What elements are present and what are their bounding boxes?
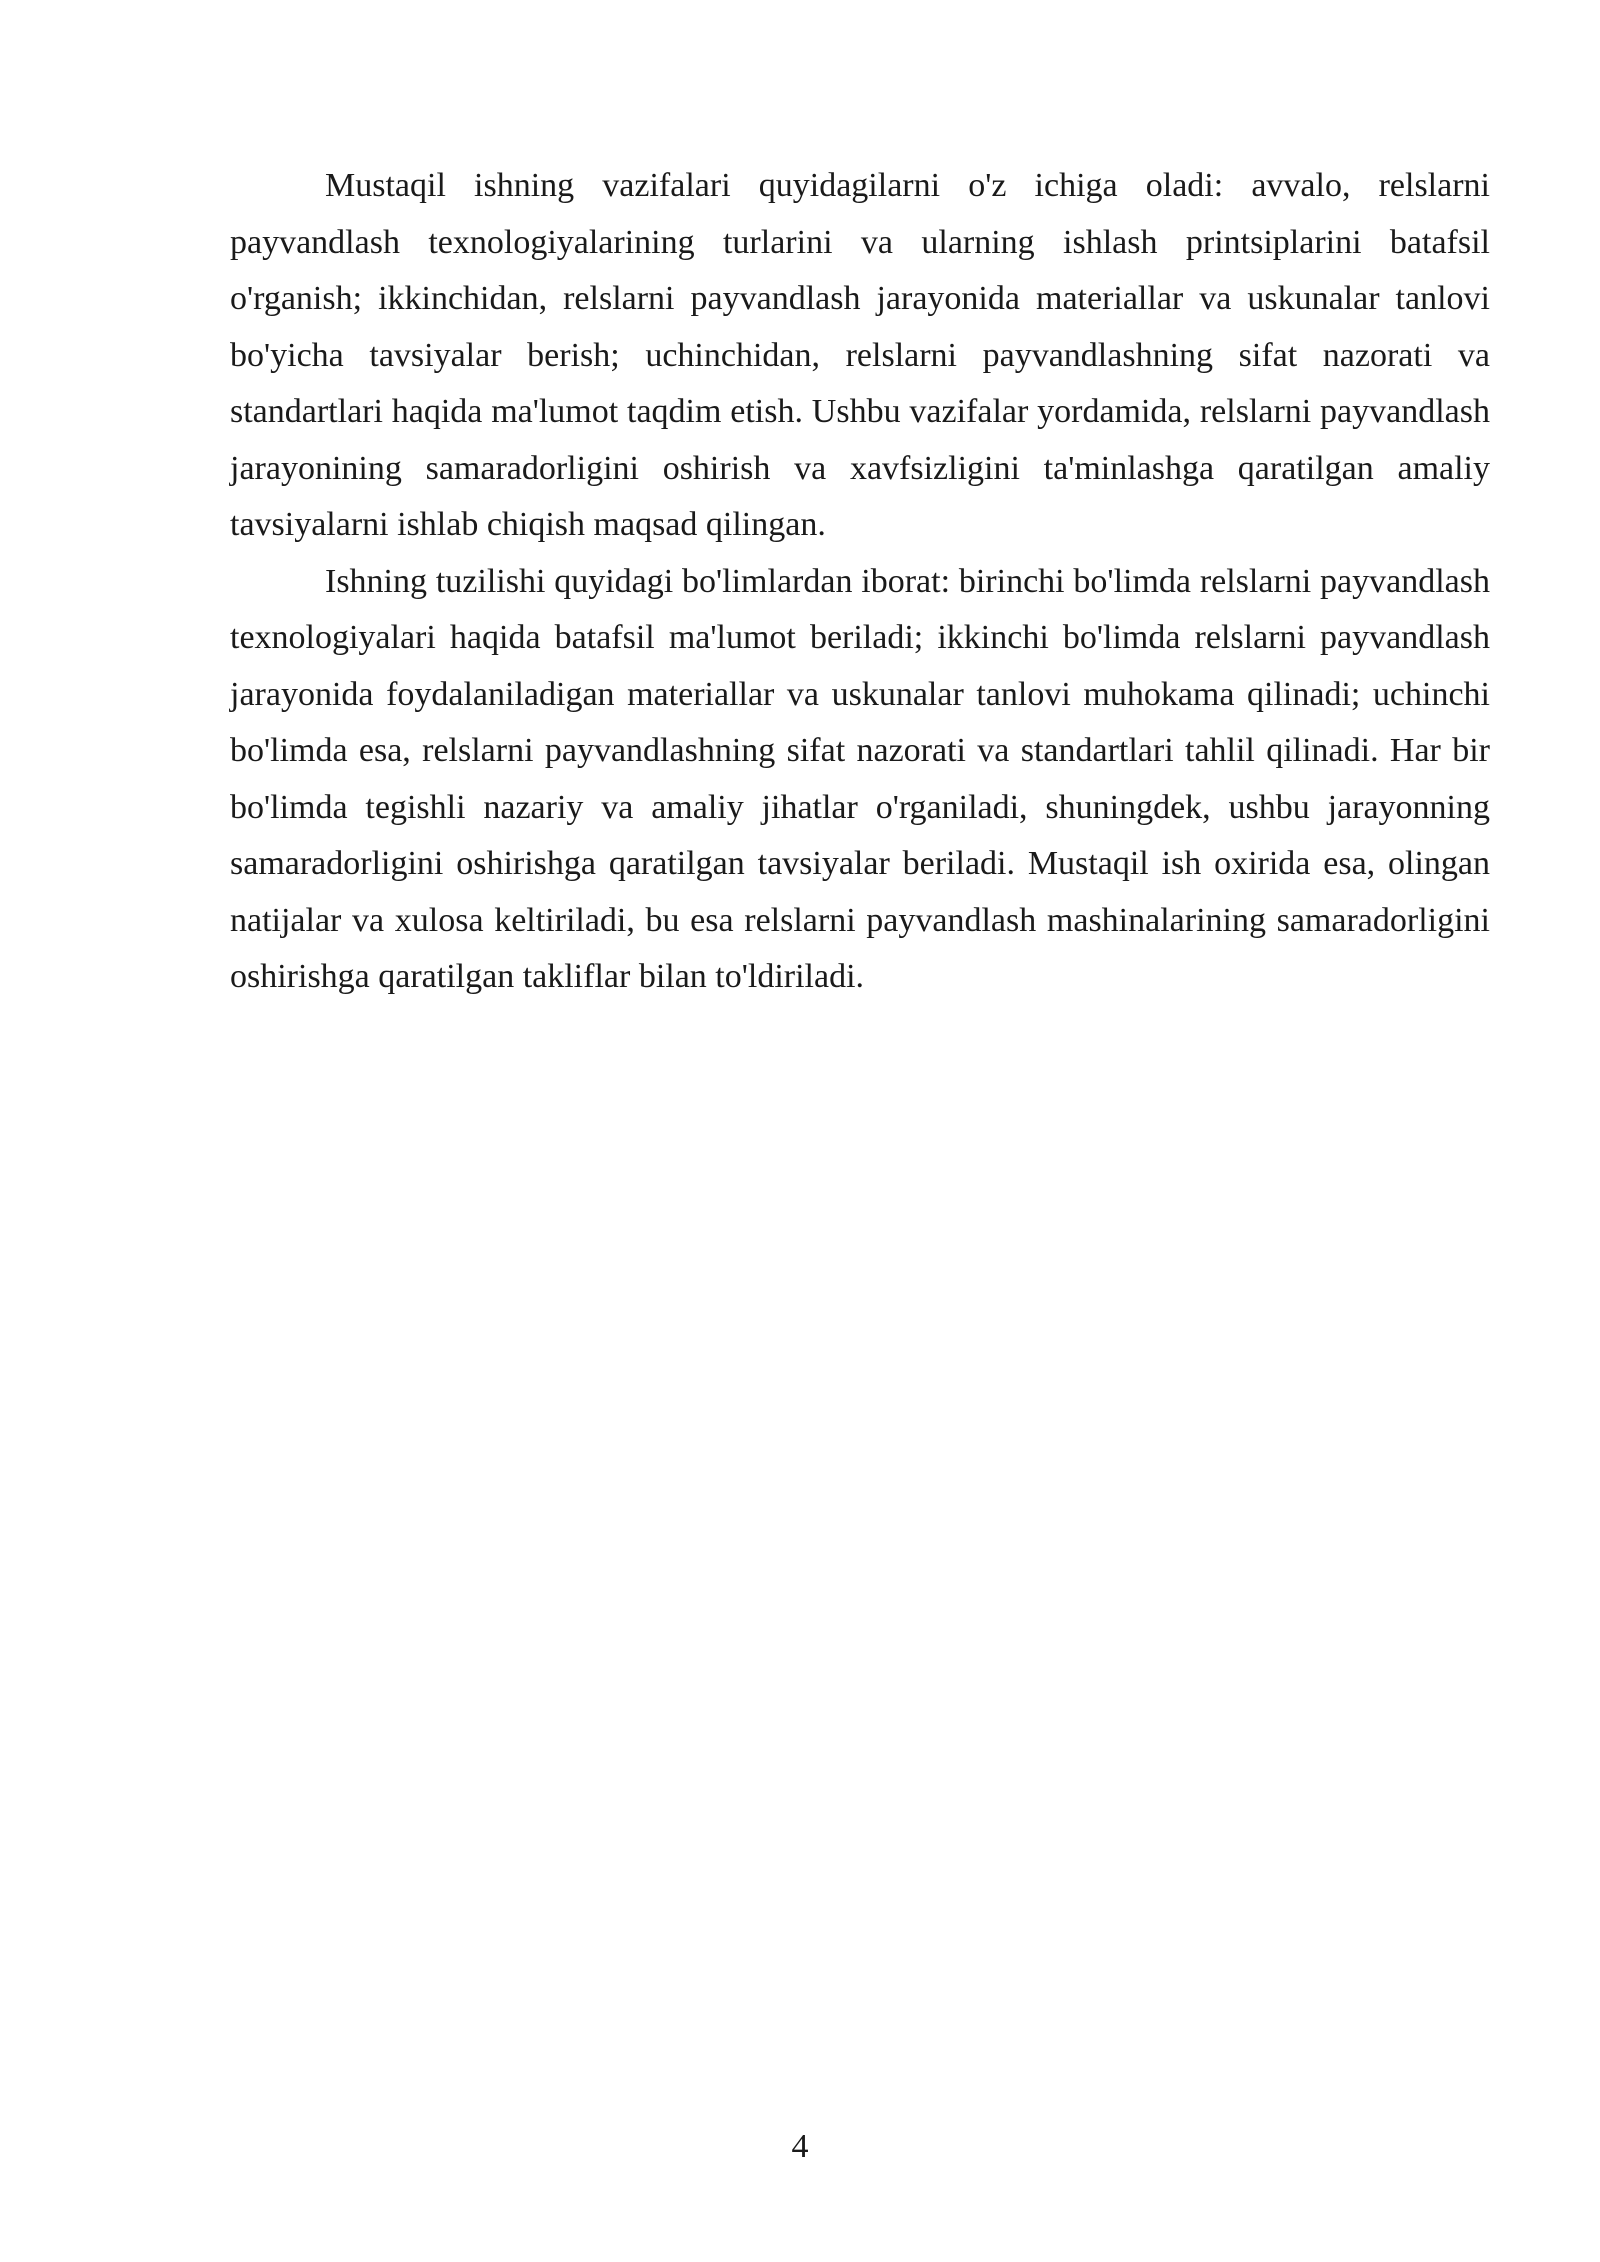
page-number: 4: [791, 2128, 809, 2165]
paragraph-structure: Ishning tuzilishi quyidagi bo'limlardan iborat: birinchi bo'limda relslarni payvandlash texnologiyalari haqida batafsil ma'lumot beriladi; ikkinchi bo'limda relslarni payvandlash jarayonida foydalaniladigan materiallar va uskunalar tanlovi muhokama qilinadi; uchinchi bo'limda esa, relslarni payvandlashning sifat nazorati va standartlari tahlil qilinadi. Har bir bo'limda tegishli nazariy va amaliy jihatlar o'rganiladi, shuningdek, ushbu jarayonning samaradorligini oshirishga qaratilgan tavsiyalar beriladi. Mustaqil ish oxirida esa, olingan natijalar va xulosa keltiriladi, bu esa relslarni payvandlash mashinalarining samaradorligini oshirishga qaratilgan takliflar bilan to'ldiriladi.: [230, 562, 1490, 995]
body-text: [230, 158, 1490, 1006]
paragraph-tasks: Mustaqil ishning vazifalari quyidagilarni o'z ichiga oladi: avvalo, relslarni payvandlash texnologiyalarining turlarini va ularning ishlash printsiplarini batafsil o'rganish; ikkinchidan, relslarni payvandlash jarayonida materiallar va uskunalar tanlovi bo'yicha tavsiyalar berish; uchinchidan, relslarni payvandlashning sifat nazorati va standartlari haqida ma'lumot taqdim etish. Ushbu vazifalar yordamida, relslarni payvandlash jarayonining samaradorligini oshirish va xavfsizligini ta'minlashga qaratilgan amaliy tavsiyalarni ishlab chiqish maqsad qilingan.: [230, 167, 1490, 543]
